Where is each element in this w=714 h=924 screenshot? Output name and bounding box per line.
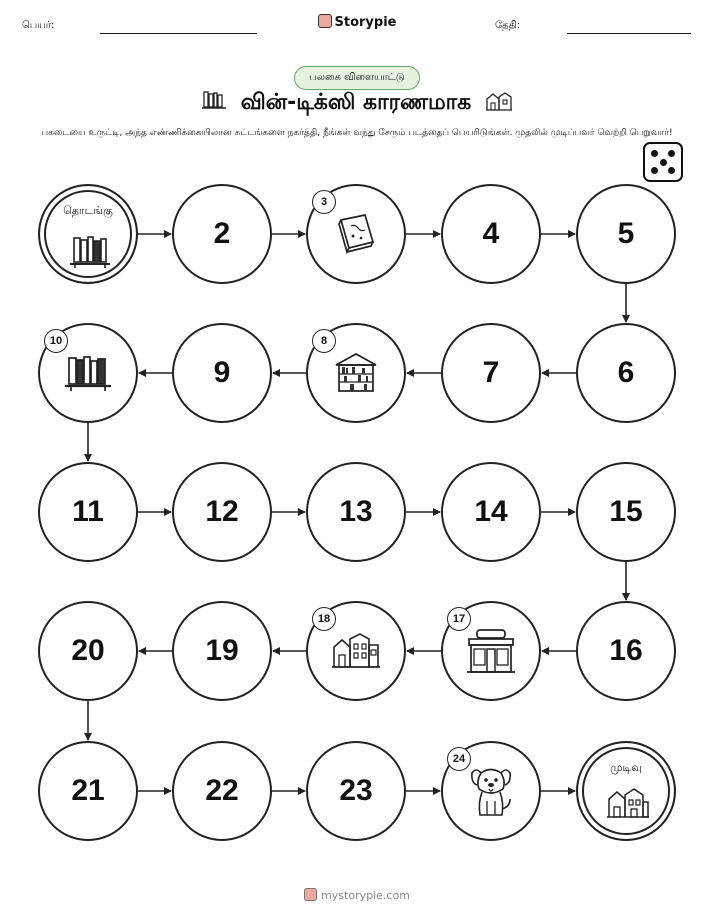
name-label: பெயர்: [22, 20, 55, 31]
square-number-badge: 3 [312, 190, 336, 214]
board-square-24[interactable] [441, 741, 541, 841]
square-number: 4 [482, 217, 500, 250]
brand-name: Storypie [334, 15, 397, 30]
board-square-22[interactable] [172, 741, 272, 841]
board-square-16[interactable] [576, 601, 676, 701]
square-number: 7 [482, 356, 500, 389]
book-icon [331, 212, 381, 256]
square-number: 12 [205, 495, 239, 528]
board-square-6[interactable] [576, 323, 676, 423]
board-square-12[interactable] [172, 462, 272, 562]
title-text: வின்-டிக்ஸி காரணமாக [240, 90, 472, 115]
board-square-4[interactable] [441, 184, 541, 284]
board-square-20[interactable] [38, 601, 138, 701]
board-square-5[interactable] [576, 184, 676, 284]
finish-label: முடிவு [610, 761, 642, 774]
square-number: 23 [339, 774, 373, 807]
town-houses-icon [331, 631, 381, 671]
category-badge: பலகை விளையாட்டு [294, 66, 420, 90]
dog-icon [468, 763, 514, 819]
board-square-2[interactable] [172, 184, 272, 284]
square-number: 15 [609, 495, 643, 528]
start-square[interactable] [38, 184, 138, 284]
board-square-8[interactable] [306, 323, 406, 423]
square-number: 13 [339, 495, 373, 528]
bookshelf-icon [63, 353, 113, 393]
board-square-15[interactable] [576, 462, 676, 562]
date-label: தேதி: [495, 20, 521, 31]
square-number: 11 [72, 495, 104, 528]
board-square-11[interactable] [38, 462, 138, 562]
storypie-logo-icon [304, 888, 317, 901]
board-square-14[interactable] [441, 462, 541, 562]
shop-icon [465, 627, 517, 675]
square-number: 14 [474, 495, 508, 528]
library-building-icon [332, 351, 380, 395]
board-square-10[interactable] [38, 323, 138, 423]
square-number-badge: 8 [312, 329, 336, 353]
square-number-badge: 10 [44, 329, 68, 353]
square-number: 6 [617, 356, 635, 389]
board-square-7[interactable] [441, 323, 541, 423]
square-number-badge: 18 [312, 607, 336, 631]
square-number: 9 [213, 356, 231, 389]
start-label: தொடங்கு [63, 204, 113, 217]
square-number: 19 [205, 634, 239, 667]
square-number-badge: 17 [447, 607, 471, 631]
square-number-badge: 24 [447, 747, 471, 771]
board-square-17[interactable] [441, 601, 541, 701]
instructions: பகடையை உருட்டி, அந்த எண்ணிக்கையிலான கட்டங்களை நகர்த்தி, நீங்கள் வந்து சேரும் படத்தைப் பெயரிடுங்கள். முதலில் முடிப்பவர் வெற்றி பெறுவார்! [41, 128, 673, 138]
town-houses-icon [606, 785, 650, 821]
bookshelf-icon [68, 234, 112, 270]
board-square-3[interactable] [306, 184, 406, 284]
footer [0, 888, 714, 902]
board-square-19[interactable] [172, 601, 272, 701]
square-number: 21 [71, 774, 105, 807]
square-number: 22 [205, 774, 239, 807]
square-number: 5 [617, 217, 635, 250]
board-square-23[interactable] [306, 741, 406, 841]
footer-url[interactable]: mystorypie.com [321, 889, 410, 902]
finish-square[interactable] [576, 741, 676, 841]
square-number: 16 [609, 634, 643, 667]
square-number: 2 [213, 217, 231, 250]
board-square-18[interactable] [306, 601, 406, 701]
board-square-13[interactable] [306, 462, 406, 562]
board-square-9[interactable] [172, 323, 272, 423]
square-number: 20 [71, 634, 105, 667]
board-square-21[interactable] [38, 741, 138, 841]
